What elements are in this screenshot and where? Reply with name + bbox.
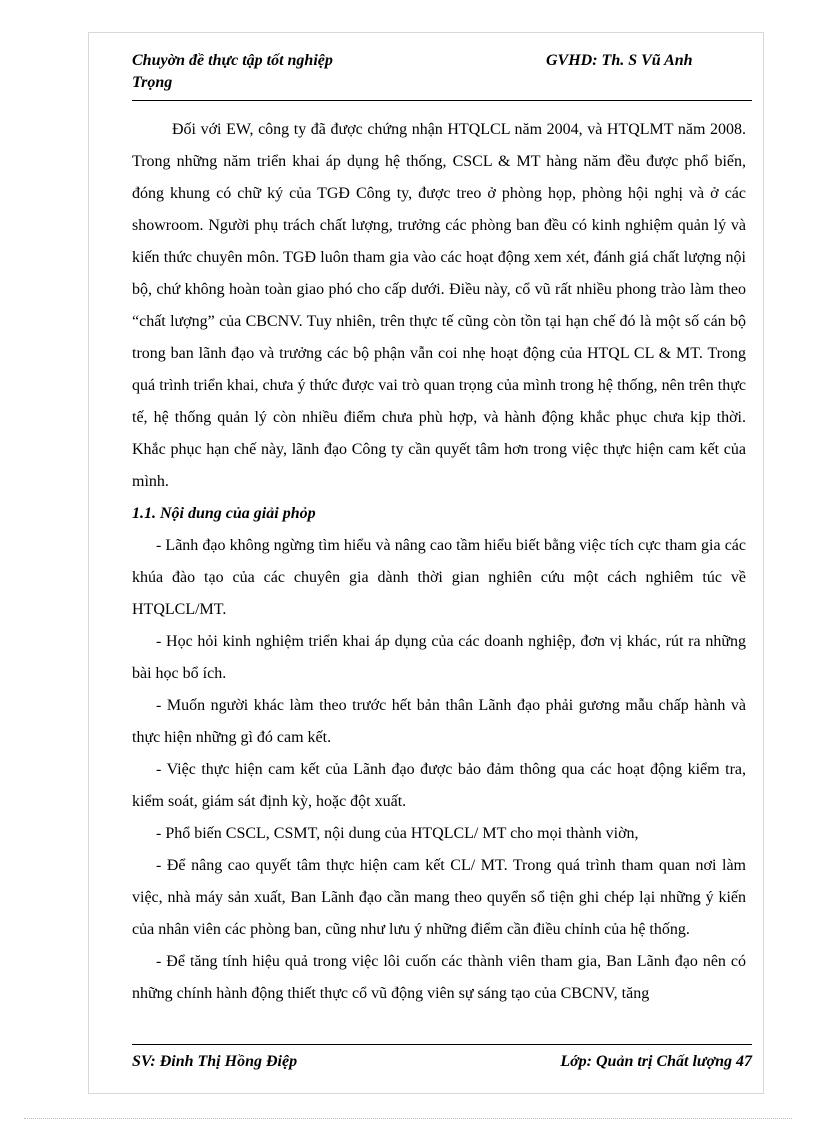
bullet-item: - Việc thực hiện cam kết của Lãnh đạo được bảo đảm thông qua các hoạt động kiểm tra, kiểm soát, giám sát định kỳ, hoặc đột xuất.: [132, 761, 746, 810]
bullet-item: - Học hỏi kinh nghiệm triển khai áp dụng của các doanh nghiệp, đơn vị khác, rút ra những bài học bổ ích.: [132, 633, 746, 682]
page-edge-dotted-line: [24, 1118, 792, 1119]
bullet-item: - Phổ biến CSCL, CSMT, nội dung của HTQLCL/ MT cho mọi thành viờn,: [156, 825, 639, 842]
section-heading: 1.1. Nội dung của giải phỏp: [132, 505, 316, 522]
student-name: SV: Đinh Thị Hồng Điệp: [132, 1053, 298, 1070]
bullet-item: - Muốn người khác làm theo trước hết bản thân Lãnh đạo phải gương mẫu chấp hành và thực hiện những gì đó cam kết.: [132, 697, 746, 746]
intro-paragraph: Đối với EW, công ty đã được chứng nhận HTQLCL năm 2004, và HTQLMT năm 2008. Trong những năm triển khai áp dụng hệ thống, CSCL & MT hàng năm đều được phổ biến, đóng khung có chữ ký của TGĐ Công ty, được treo ở phòng họp, phòng hội nghị và ở các showroom. Người phụ trách chất lượng, trưởng các phòng ban đều có kinh nghiệm quản lý và kiến thức chuyên môn. TGĐ luôn tham gia vào các hoạt động xem xét, đánh giá chất lượng nội bộ, chứ không hoàn toàn giao phó cho cấp dưới. Điều này, cổ vũ rất nhiều phong trào làm theo “chất lượng” của CBCNV. Tuy nhiên, trên thực tế cũng còn tồn tại hạn chế đó là một số cán bộ trong ban lãnh đạo và trưởng các bộ phận vẫn coi nhẹ hoạt động của HTQL CL & MT. Trong quá trình triển khai, chưa ý thức được vai trò quan trọng của mình trong hệ thống, nên trên thực tế, hệ thống quản lý còn nhiều điểm chưa phù hợp, và hành động khắc phục chưa kịp thời. Khắc phục hạn chế này, lãnh đạo Công ty cần quyết tâm hơn trong việc thực hiện cam kết của mình.: [132, 121, 746, 490]
header-rule: [132, 100, 752, 101]
bullet-item: - Để nâng cao quyết tâm thực hiện cam kết CL/ MT. Trong quá trình tham quan nơi làm việc, nhà máy sản xuất, Ban Lãnh đạo cần mang theo quyển sổ tiện ghi chép lại những ý kiến của nhân viên các phòng ban, cũng như lưu ý những điểm cần điều chỉnh của hệ thống.: [132, 857, 746, 938]
document-title: Chuyờn đề thực tập tốt nghiệp: [132, 52, 333, 69]
document-title-block: [132, 50, 432, 94]
document-body: [132, 114, 746, 1010]
advisor-label: GVHD: Th. S Vũ Anh: [546, 52, 693, 69]
footer-rule: [132, 1044, 752, 1045]
document-title-continued: Trọng: [132, 74, 173, 91]
bullet-item: - Để tăng tính hiệu quả trong việc lôi cuốn các thành viên tham gia, Ban Lãnh đạo nên có những chính hành động thiết thực cổ vũ động viên sự sáng tạo của CBCNV, tăng: [132, 953, 746, 1002]
bullet-item: - Lãnh đạo không ngừng tìm hiểu và nâng cao tầm hiểu biết bằng việc tích cực tham gia các khúa đào tạo của các chuyên gia dành thời gian nghiên cứu một cách nghiêm túc về HTQLCL/MT.: [132, 537, 746, 618]
class-name: Lớp: Quản trị Chất lượng 47: [560, 1053, 752, 1070]
